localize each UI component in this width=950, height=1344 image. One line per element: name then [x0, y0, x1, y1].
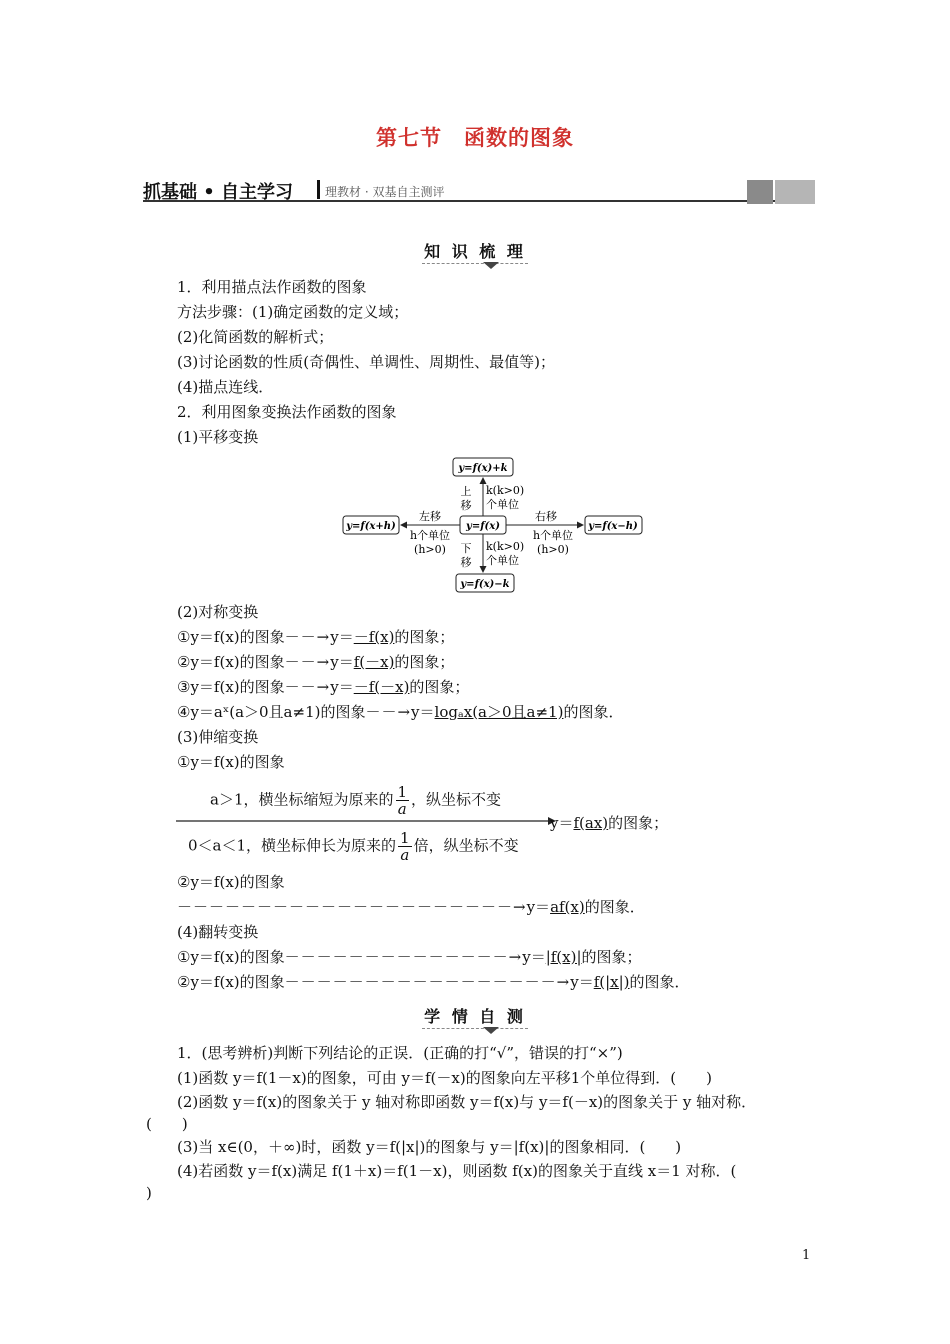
translation-diagram — [340, 455, 645, 595]
fraction — [398, 830, 412, 863]
answer: logₐx(a＞0且a≠1) — [434, 703, 564, 721]
down-text: 移 — [460, 556, 472, 569]
seg: 的图象； — [394, 628, 455, 646]
seg: y＝ — [330, 653, 354, 671]
down-amount: k(k>0) — [486, 540, 525, 553]
question-line: 1．(思考辨析)判断下列结论的正误．(正确的打“√”，错误的打“×”) — [177, 1044, 623, 1062]
dash-arrow: －－→ — [284, 678, 331, 696]
text-line: (2)化简函数的解析式； — [177, 328, 334, 346]
answer: f(|x|) — [593, 973, 630, 991]
answer: |f(x)| — [545, 948, 582, 966]
frac-num: 1 — [400, 829, 410, 847]
text-line: (1)平移变换 — [177, 428, 259, 446]
up-text: 移 — [460, 499, 472, 512]
right-cond: (h>0) — [537, 543, 569, 556]
seg: ①y＝f(x)的图象 — [177, 948, 285, 966]
section-heading-text: 学 情 自 测 — [422, 1004, 528, 1029]
frac-den: a — [400, 846, 410, 864]
answer: f(－x) — [353, 653, 395, 671]
heading-arrow-icon — [483, 1027, 499, 1034]
page-number: 1 — [802, 1248, 811, 1263]
seg: ②y＝f(x)的图象 — [177, 973, 285, 991]
seg: 的图象； — [409, 678, 470, 696]
seg: 0＜a＜1，横坐标伸长为原来的 — [188, 836, 397, 855]
answer: －f(－x) — [353, 678, 410, 696]
seg: ①y＝f(x)的图象 — [177, 628, 285, 646]
stretch-result — [550, 812, 668, 833]
page-title: 第七节 函数的图象 — [376, 126, 574, 150]
symmetry-line-1 — [177, 627, 454, 647]
question-line: ) — [146, 1184, 152, 1202]
symmetry-line-4 — [177, 702, 623, 722]
label-bottom: y=f(x)−k — [460, 579, 510, 590]
answer: f(ax) — [573, 814, 609, 832]
fraction — [396, 784, 410, 817]
banner-separator — [317, 180, 320, 199]
seg: 的图象； — [608, 814, 669, 832]
question-line: (4)若函数 y＝f(x)满足 f(1＋x)＝f(1－x)，则函数 f(x)的图象关于直线 x＝1 对称．( — [177, 1162, 737, 1180]
text-line: (4)描点连线． — [177, 378, 274, 396]
seg: y＝ — [570, 973, 594, 991]
answer: af(x) — [550, 898, 585, 916]
seg: y＝ — [550, 814, 574, 832]
left-cond: (h>0) — [414, 543, 446, 556]
flip-line-1 — [177, 947, 642, 967]
seg: y＝ — [330, 628, 354, 646]
seg: 倍，纵坐标不变 — [413, 836, 519, 855]
down-unit: 个单位 — [486, 554, 519, 567]
seg: 的图象； — [581, 948, 642, 966]
label-right: y=f(x−h) — [588, 521, 638, 532]
text-line: 1．利用描点法作函数的图象 — [177, 278, 367, 296]
dash-arrow: －－→ — [365, 703, 412, 721]
down-text: 下 — [460, 542, 472, 555]
section-heading-knowledge — [0, 239, 950, 264]
text-line: ②y＝f(x)的图象 — [177, 873, 285, 891]
left-text: 左移 — [419, 510, 441, 523]
stretch-bottom-condition — [188, 830, 519, 863]
seg: ②y＝f(x)的图象 — [177, 653, 285, 671]
seg: 的图象． — [563, 703, 624, 721]
text-line: ①y＝f(x)的图象 — [177, 753, 285, 771]
answer: －f(x) — [353, 628, 395, 646]
banner-block-dark — [747, 180, 773, 204]
text-line: 方法步骤：(1)确定函数的定义域； — [177, 303, 409, 321]
heading-arrow-icon — [483, 262, 499, 269]
question-line: (1)函数 y＝f(1－x)的图象，可由 y＝f(－x)的图象向左平移1个单位得到．( ) — [177, 1069, 712, 1087]
seg: y＝ — [330, 678, 354, 696]
section-heading-selftest — [0, 1004, 950, 1029]
question-line: ( ) — [146, 1115, 188, 1133]
dash-arrow: －－－－－－－－－－－－－－－－－－－－－→ — [177, 898, 527, 916]
text-line: 2．利用图象变换法作函数的图象 — [177, 403, 397, 421]
section-banner — [143, 178, 815, 204]
seg: 的图象． — [584, 898, 645, 916]
label-top: y=f(x)+k — [458, 463, 508, 474]
seg: 的图象； — [394, 653, 455, 671]
right-unit: h个单位 — [532, 529, 574, 542]
text-line: (3)伸缩变换 — [177, 728, 259, 746]
seg: ③y＝f(x)的图象 — [177, 678, 285, 696]
seg: ④y＝aˣ(a＞0且a≠1)的图象 — [177, 703, 366, 721]
banner-block-light — [775, 180, 815, 204]
up-text: 上 — [460, 485, 472, 498]
seg: y＝ — [411, 703, 435, 721]
symmetry-line-3 — [177, 677, 469, 697]
banner-sub: 理教材 · 双基自主测评 — [325, 185, 445, 199]
text-line: (4)翻转变换 — [177, 923, 259, 941]
label-left: y=f(x+h) — [346, 521, 396, 532]
left-unit: h个单位 — [409, 529, 451, 542]
question-line: (2)函数 y＝f(x)的图象关于 y 轴对称即函数 y＝f(x)与 y＝f(－x)的图象关于 y 轴对称． — [177, 1093, 757, 1111]
label-center: y=f(x) — [466, 521, 500, 532]
banner-main: 抓基础 • 自主学习 — [143, 182, 294, 203]
long-arrow — [176, 816, 556, 826]
dash-arrow: －－－－－－－－－－－－－－→ — [284, 948, 523, 966]
dash-arrow: －－→ — [284, 628, 331, 646]
section-heading-text: 知 识 梳 理 — [422, 239, 528, 264]
seg: y＝ — [526, 898, 551, 916]
seg: y＝ — [522, 948, 546, 966]
seg: ，纵坐标不变 — [411, 790, 502, 809]
dash-arrow: －－→ — [284, 653, 331, 671]
text-line: (3)讨论函数的性质(奇偶性、单调性、周期性、最值等)； — [177, 353, 555, 371]
flip-line-2 — [177, 972, 690, 992]
text-line: (2)对称变换 — [177, 603, 259, 621]
up-unit: 个单位 — [486, 498, 519, 511]
stretch-line-2 — [177, 897, 645, 917]
seg: a＞1，横坐标缩短为原来的 — [210, 790, 394, 809]
stretch-top-condition — [210, 784, 501, 817]
question-line: (3)当 x∈(0，＋∞)时，函数 y＝f(|x|)的图象与 y＝|f(x)|的图象相同．( ) — [177, 1138, 682, 1156]
dash-arrow: －－－－－－－－－－－－－－－－－→ — [284, 973, 571, 991]
symmetry-line-2 — [177, 652, 454, 672]
frac-den: a — [397, 800, 407, 818]
frac-num: 1 — [397, 783, 408, 801]
up-amount: k(k>0) — [486, 484, 525, 497]
seg: 的图象． — [629, 973, 690, 991]
right-text: 右移 — [535, 510, 557, 523]
